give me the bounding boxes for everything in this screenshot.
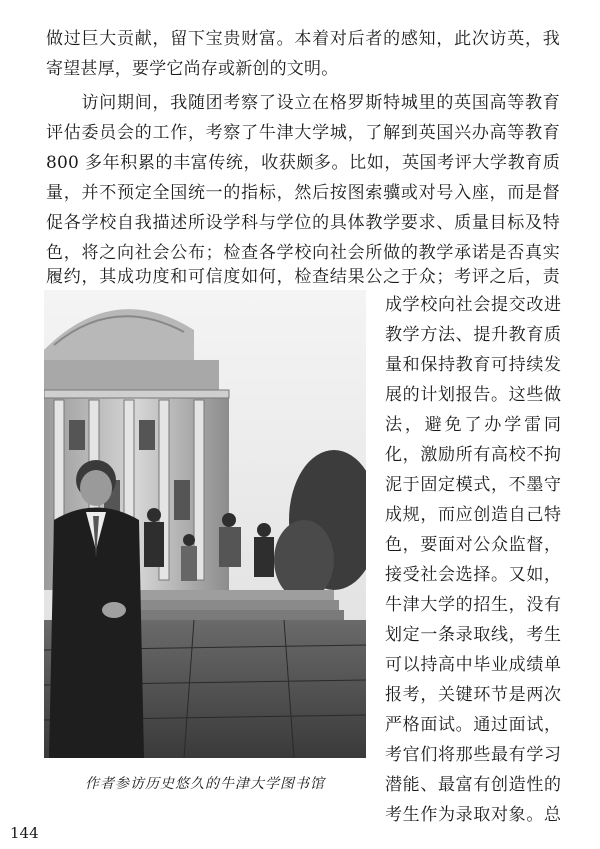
- text-line: 800 多年积累的丰富传统，收获颇多。比如，英国考评大学教育质: [46, 153, 560, 173]
- text-line: 促各学校自我描述所设学科与学位的具体教学要求、质量目标及特: [46, 213, 560, 233]
- photo-caption: 作者参访历史悠久的牛津大学图书馆: [85, 776, 325, 792]
- text-line: 成规，而应创造自己特: [385, 505, 561, 525]
- text-line: 报考，关键环节是两次: [385, 685, 561, 705]
- text-line: 化，激励所有高校不拘: [385, 445, 561, 465]
- text-line: 接受社会选择。又如，: [385, 565, 561, 585]
- text-line: 教学方法、提升教育质: [385, 325, 561, 345]
- text-line: 色，将之向社会公布；检查各学校向社会所做的教学承诺是否真实: [46, 243, 560, 263]
- text-line: 色，要面对公众监督，: [385, 535, 561, 555]
- text-line: 划定一条录取线，考生: [385, 625, 561, 645]
- text-line: 牛津大学的招生，没有: [385, 595, 561, 615]
- text-line: 法，避免了办学雷同: [385, 415, 561, 435]
- text-line: 寄望甚厚，要学它尚存或新创的文明。: [46, 59, 339, 79]
- text-line: 可以持高中毕业成绩单: [385, 655, 561, 675]
- text-line: 成学校向社会提交改进: [385, 295, 561, 315]
- oxford-library-photo: [44, 290, 366, 758]
- text-line: 量和保持教育可持续发: [385, 355, 561, 375]
- text-line: 做过巨大贡献，留下宝贵财富。本着对后者的感知，此次访英，我: [46, 29, 560, 49]
- text-line: 量，并不预定全国统一的指标，然后按图索骥或对号入座，而是督: [46, 183, 560, 203]
- text-line: 展的计划报告。这些做: [385, 385, 561, 405]
- text-line: 严格面试。通过面试，: [385, 715, 561, 735]
- text-line: 履约，其成功度和可信度如何，检查结果公之于众；考评之后，责: [46, 267, 560, 287]
- page-number: 144: [10, 824, 39, 842]
- text-line: 访问期间，我随团考察了设立在格罗斯特城里的英国高等教育: [46, 93, 560, 113]
- text-line: 泥于固定模式，不墨守: [385, 475, 561, 495]
- text-line: 潜能、最富有创造性的: [385, 775, 561, 795]
- text-line: 考官们将那些最有学习: [385, 745, 561, 765]
- text-line: 评估委员会的工作，考察了牛津大学城，了解到英国兴办高等教育: [46, 123, 560, 143]
- text-line: 考生作为录取对象。总: [385, 805, 561, 825]
- photo-illustration: [44, 290, 366, 758]
